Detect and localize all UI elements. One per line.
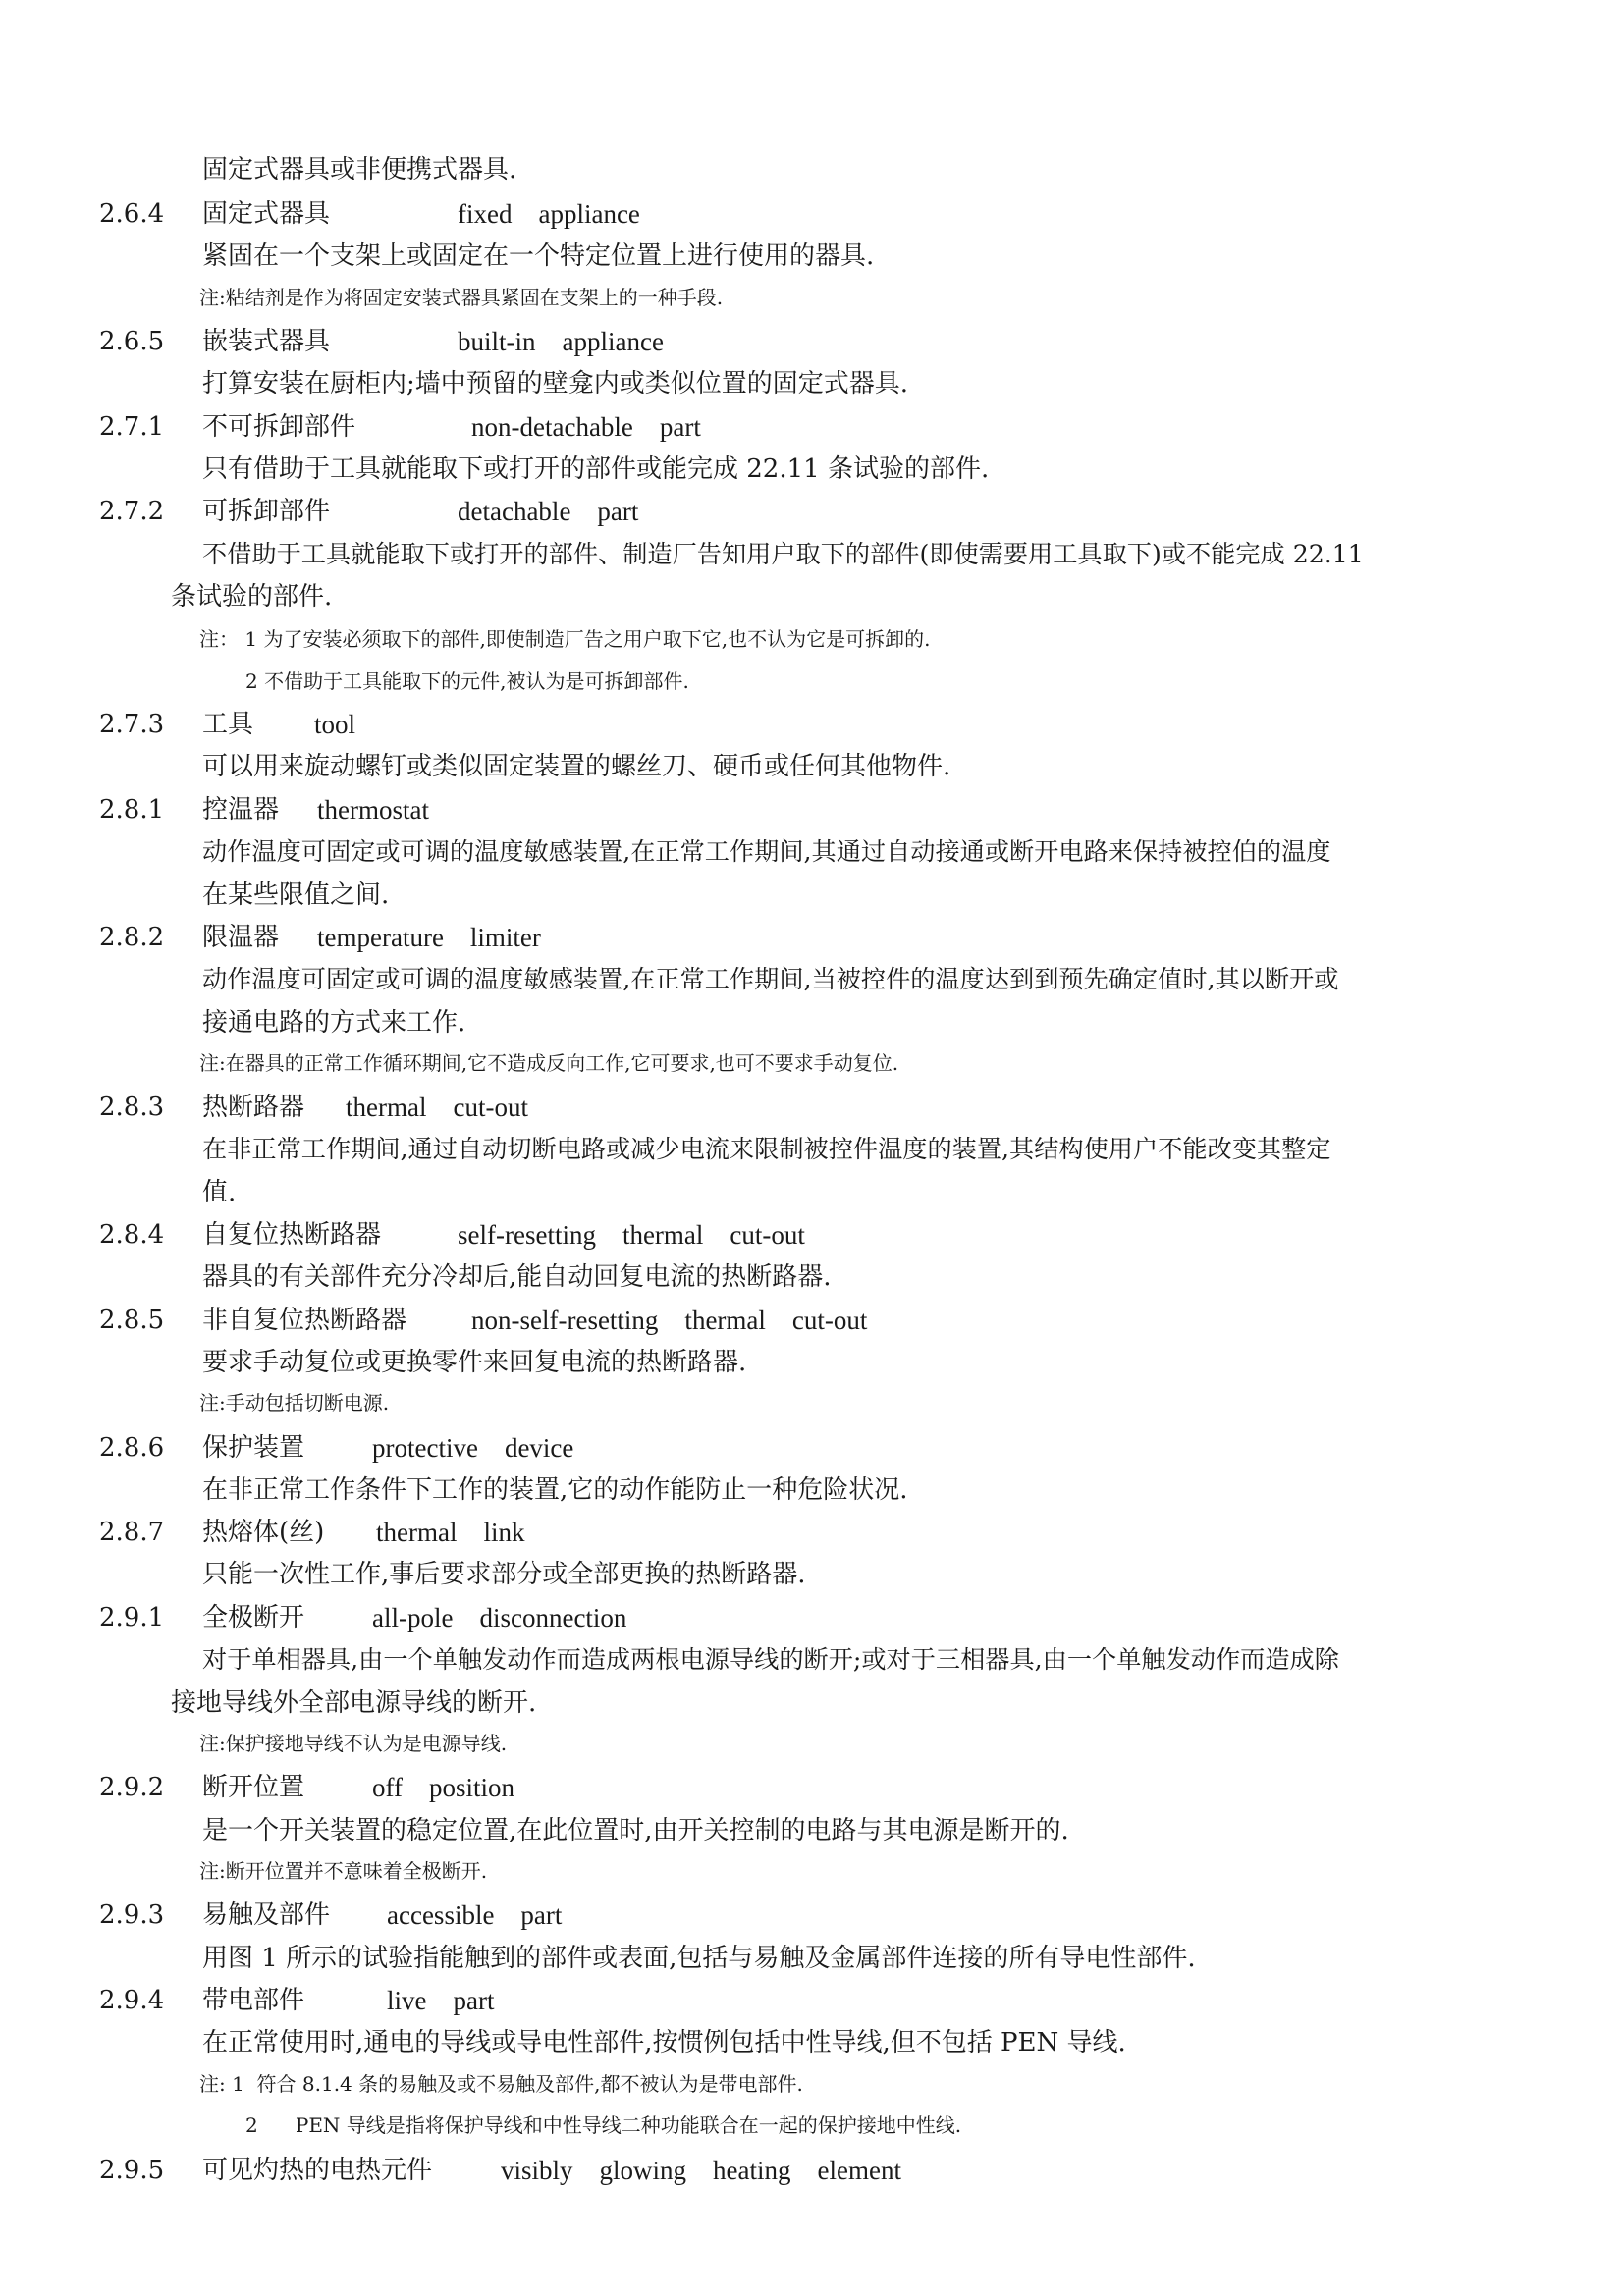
term-chinese: 控温器: [202, 795, 280, 825]
term-chinese: 全极断开: [202, 1603, 305, 1632]
definition-text: 接通电路的方式来工作.: [202, 1008, 466, 1038]
clause-number: 2.8.2: [99, 923, 165, 952]
definition-text: 在非正常工作期间,通过自动切断电路或减少电流来限制被控件温度的装置,其结构使用户不能改变其整定: [202, 1135, 1331, 1163]
definition-text: 可以用来旋动螺钉或类似固定装置的螺丝刀、硬币或任何其他物件.: [202, 752, 951, 781]
clause-number: 2.7.3: [99, 710, 165, 739]
term-chinese: 可见灼热的电热元件: [202, 2156, 433, 2185]
term-chinese: 嵌装式器具: [202, 327, 331, 356]
definition-text: 接地导线外全部电源导线的断开.: [171, 1688, 537, 1718]
definition-text: 器具的有关部件充分冷却后,能自动回复电流的热断路器.: [202, 1262, 832, 1292]
term-english: non-detachable part: [471, 412, 701, 442]
definition-text: 打算安装在厨柜内;墙中预留的壁龛内或类似位置的固定式器具.: [202, 369, 909, 399]
term-english: built-in appliance: [458, 327, 664, 356]
term-chinese: 保护装置: [202, 1433, 305, 1463]
term-english: thermostat: [317, 795, 429, 825]
term-chinese: 固定式器具: [202, 199, 331, 229]
note-text: 注:在器具的正常工作循环期间,它不造成反向工作,它可要求,也可不要求手动复位.: [199, 1051, 899, 1075]
note-text: 注:保护接地导线不认为是电源导线.: [199, 1732, 508, 1755]
term-chinese: 工具: [202, 710, 254, 739]
term-chinese: 不可拆卸部件: [202, 412, 356, 442]
definition-text: 在非正常工作条件下工作的装置,它的动作能防止一种危险状况.: [202, 1475, 908, 1505]
clause-number: 2.7.1: [99, 412, 165, 442]
note-text: 注: 1 符合 8.1.4 条的易触及或不易触及部件,都不被认为是带电部件.: [199, 2072, 803, 2096]
term-english: tool: [314, 710, 356, 739]
term-chinese: 易触及部件: [202, 1900, 331, 1930]
definition-text: 值.: [202, 1178, 237, 1207]
definition-text: 只能一次性工作,事后要求部分或全部更换的热断路器.: [202, 1560, 806, 1589]
definition-text: 紧固在一个支架上或固定在一个特定位置上进行使用的器具.: [202, 241, 875, 271]
term-chinese: 非自复位热断路器: [202, 1306, 407, 1335]
note-text: 2 不借助于工具能取下的元件,被认为是可拆卸部件.: [245, 669, 689, 693]
clause-number: 2.8.4: [99, 1220, 165, 1250]
term-english: thermal link: [376, 1518, 525, 1547]
term-english: live part: [387, 1986, 495, 2015]
term-english: fixed appliance: [458, 199, 640, 229]
definition-text: 要求手动复位或更换零件来回复电流的热断路器.: [202, 1348, 747, 1377]
clause-number: 2.7.2: [99, 497, 165, 526]
term-chinese: 可拆卸部件: [202, 497, 331, 526]
clause-number: 2.6.4: [99, 199, 165, 229]
clause-number: 2.8.5: [99, 1306, 165, 1335]
term-english: thermal cut-out: [346, 1093, 528, 1122]
definition-text: 是一个开关装置的稳定位置,在此位置时,由开关控制的电路与其电源是断开的.: [202, 1816, 1069, 1845]
clause-number: 2.9.4: [99, 1986, 165, 2015]
clause-number: 2.8.7: [99, 1518, 165, 1547]
definition-text: 只有借助于工具就能取下或打开的部件或能完成 22.11 条试验的部件.: [202, 454, 990, 484]
clause-number: 2.9.2: [99, 1773, 165, 1802]
definition-text: 在正常使用时,通电的导线或导电性部件,按惯例包括中性导线,但不包括 PEN 导线.: [202, 2028, 1126, 2057]
term-english: protective device: [372, 1433, 574, 1463]
term-english: self-resetting thermal cut-out: [458, 1220, 805, 1250]
term-chinese: 自复位热断路器: [202, 1220, 382, 1250]
definition-text: 用图 1 所示的试验指能触到的部件或表面,包括与易触及金属部件连接的所有导电性部件.: [202, 1944, 1196, 1973]
clause-number: 2.8.6: [99, 1433, 165, 1463]
note-text: 注:手动包括切断电源.: [199, 1391, 390, 1415]
clause-number: 2.9.3: [99, 1900, 165, 1930]
term-english: non-self-resetting thermal cut-out: [471, 1306, 868, 1335]
note-text: 注:粘结剂是作为将固定安装式器具紧固在支架上的一种手段.: [199, 286, 724, 309]
clause-number: 2.8.3: [99, 1093, 165, 1122]
clause-number: 2.8.1: [99, 795, 165, 825]
term-english: all-pole disconnection: [372, 1603, 627, 1632]
term-chinese: 断开位置: [202, 1773, 305, 1802]
term-english: temperature limiter: [317, 923, 541, 952]
definition-text: 在某些限值之间.: [202, 881, 390, 910]
term-chinese: 带电部件: [202, 1986, 305, 2015]
definition-text: 不借助于工具就能取下或打开的部件、制造厂告知用户取下的部件(即使需要用工具取下)或不能完成 22.11: [202, 540, 1364, 568]
term-english: visibly glowing heating element: [501, 2156, 901, 2185]
clause-number: 2.9.5: [99, 2156, 165, 2185]
term-chinese: 热熔体(丝): [202, 1518, 325, 1547]
term-english: detachable part: [458, 497, 639, 526]
clause-number: 2.6.5: [99, 327, 165, 356]
definition-text: 条试验的部件.: [171, 582, 333, 612]
note-text: 注:断开位置并不意味着全极断开.: [199, 1859, 488, 1883]
clause-number: 2.9.1: [99, 1603, 165, 1632]
definition-text: 固定式器具或非便携式器具.: [202, 155, 517, 185]
term-english: off position: [372, 1773, 515, 1802]
term-english: accessible part: [387, 1900, 563, 1930]
definition-text: 对于单相器具,由一个单触发动作而造成两根电源导线的断开;或对于三相器具,由一个单触发动作而造成除: [202, 1645, 1339, 1674]
note-text: 注： 1 为了安装必须取下的部件,即使制造厂告之用户取下它,也不认为它是可拆卸的.: [199, 627, 931, 651]
definition-text: 动作温度可固定或可调的温度敏感装置,在正常工作期间,当被控件的温度达到到预先确定值时,其以断开或: [202, 965, 1339, 993]
term-chinese: 限温器: [202, 923, 280, 952]
note-text: 2 PEN 导线是指将保护导线和中性导线二种功能联合在一起的保护接地中性线.: [245, 2113, 962, 2137]
term-chinese: 热断路器: [202, 1093, 305, 1122]
definition-text: 动作温度可固定或可调的温度敏感装置,在正常工作期间,其通过自动接通或断开电路来保持被控伯的温度: [202, 837, 1331, 866]
